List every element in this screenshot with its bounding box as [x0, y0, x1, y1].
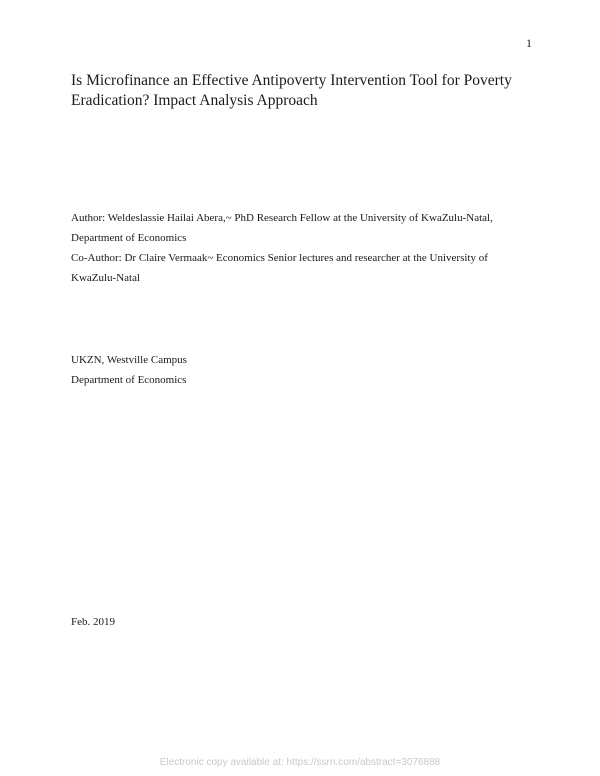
publication-date: Feb. 2019: [71, 616, 115, 628]
coauthor-line-2: KwaZulu-Natal: [71, 272, 141, 284]
paper-title: [71, 71, 541, 111]
affiliation-block: [71, 350, 371, 390]
author-block: [71, 208, 541, 288]
page-number: 1: [526, 36, 532, 50]
title-line-1: Is Microfinance an Effective Antipoverty Intervention Tool for Poverty: [71, 72, 512, 89]
author-line-1: Author: Weldeslassie Hailai Abera,~ PhD Research Fellow at the University of KwaZulu-Natal,: [71, 212, 493, 224]
campus-name: UKZN, Westville Campus: [71, 354, 187, 366]
title-line-2: Eradication? Impact Analysis Approach: [71, 92, 318, 109]
ssrn-footer-note: Electronic copy available at: https://ssrn.com/abstract=3076888: [159, 757, 441, 768]
coauthor-line-1: Co-Author: Dr Claire Vermaak~ Economics Senior lectures and researcher at the University of: [71, 252, 488, 264]
author-line-2: Department of Economics: [71, 232, 187, 244]
department-name: Department of Economics: [71, 374, 187, 386]
